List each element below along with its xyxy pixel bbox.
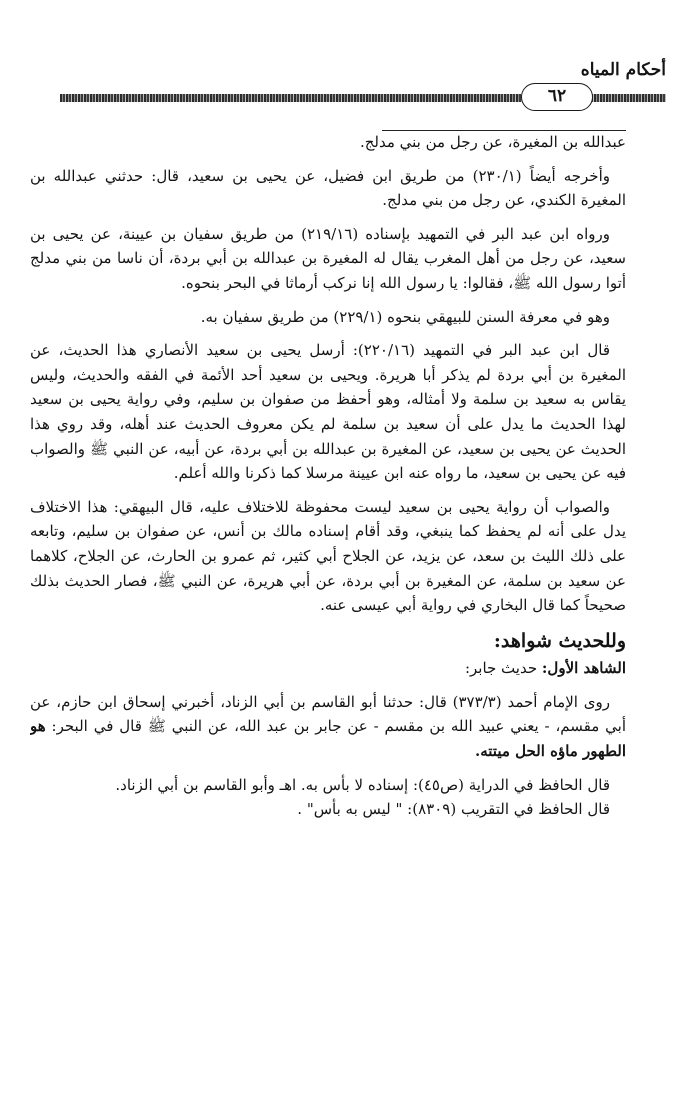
paragraph-7 <box>30 690 626 764</box>
witness-label: الشاهد الأول: <box>541 659 626 678</box>
running-title: أحكام المياه <box>580 60 666 80</box>
witness-line <box>30 656 626 681</box>
paragraph-3: ورواه ابن عبد البر في التمهيد بإسناده (٢١٩/١٦) من طريق سفيان بن عيينة، عن يحيى بن سعيد، عن رجل من أهل المغرب يقال له المغيرة بن عبدالله بن أبي بردة، أن ناسا من بني مدلج أتوا رسول الله ﷺ، فقالوا: يا رسول الله إنا نركب أرماثا في البحر بنحوه. <box>30 224 626 292</box>
section-heading: وللحديث شواهد: <box>493 629 626 652</box>
paragraph-8: قال الحافظ في الدراية (ص٤٥): إسناده لا بأس به. اهـ وأبو القاسم بن أبي الزناد. <box>115 775 610 794</box>
paragraph-1: عبدالله بن المغيرة، عن رجل من بني مدلج. <box>359 133 626 151</box>
hadith-quote: هو الطهور ماؤه الحل ميتته. <box>30 717 626 760</box>
paragraph-7-text: روى الإمام أحمد (٣٧٣/٣) قال: حدثنا أبو القاسم بن أبي الزناد، أخبرني إسحاق ابن حازم، عن أبي مقسم، - يعني عبيد الله بن مقسم - عن جابر بن عبد الله، عن النبي ﷺ قال في البحر: <box>30 692 626 736</box>
page-body <box>30 130 626 1075</box>
paragraph-6: والصواب أن رواية يحيى بن سعيد ليست محفوظة للاختلاف عليه، قال البيهقي: هذا الاختلاف يدل على أنه لم يحفظ كما ينبغي، وقد أقام إسناده مالك بن أنس، عن صفوان بن سليم، وتابعه على ذلك الليث بن سعد، عن يزيد، عن الجلاح أبي كثير، ثم عمرو بن الحارث، عن الجلاح، كلاهما عن سعيد بن سلمة، عن المغيرة بن أبي بردة، عن أبي هريرة، عن النبي ﷺ، فصار الحديث بذلك صحيحاً كما قال البخاري في رواية أبي عيسى عنه. <box>30 497 626 615</box>
paragraph-4: وهو في معرفة السنن للبيهقي بنحوه (٢٢٩/١) من طريق سفيان به. <box>200 307 610 326</box>
paragraph-5: قال ابن عبد البر في التمهيد (٢٢٠/١٦): أرسل يحيى بن سعيد الأنصاري هذا الحديث، عن المغيرة بن أبي بردة لم يذكر أبا هريرة. ويحيى بن سعيد أحد الأئمة في الفقه والحديث، وليس يقاس به سعيد بن سلمة ولا أمثاله، وهو أحفظ من صفوان بن سليم، وفي رواية يحيى بن سعيد لهذا الحديث ما يدل على أن سعيد بن سلمة لم يكن معروف الحديث عند أهله، وقد روي هذا الحديث عن يحيى بن سعيد، عن المغيرة بن عبدالله بن أبي بردة، عن أبيه، عن النبي ﷺ والصواب فيه عن يحيى بن سعيد، ما رواه عنه ابن عيينة مرسلا كما ذكرنا والله أعلم. <box>30 341 626 483</box>
paragraph-2: وأخرجه أيضاً (٢٣٠/١) من طريق ابن فضيل، عن يحيى بن سعيد، قال: حدثني عبدالله بن المغيرة الكندي، عن رجل من بني مدلج. <box>30 166 626 210</box>
paragraph-9: قال الحافظ في التقريب (٨٣٠٩): " ليس به بأس" . <box>297 800 610 819</box>
page-number: ٦٢ <box>521 83 593 111</box>
witness-text: حديث جابر: <box>464 659 538 678</box>
